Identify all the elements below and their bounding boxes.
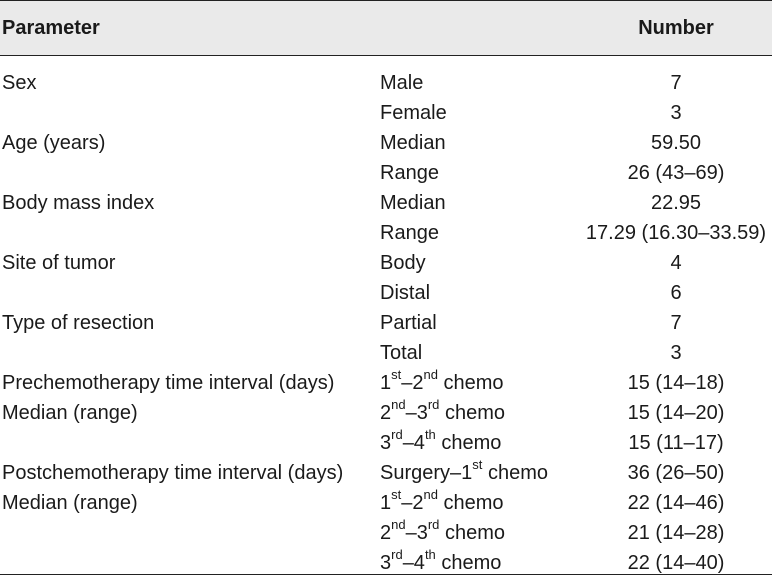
number-cell: 22 (14–46)	[627, 492, 725, 514]
ordinal-suffix: nd	[423, 487, 438, 503]
ordinal-suffix: th	[424, 427, 436, 443]
ordinal-suffix: st	[472, 457, 483, 473]
subcategory-cell: Partial	[380, 312, 437, 334]
subcategory-text: chemo	[435, 552, 502, 574]
number-cell: 3	[670, 102, 682, 124]
table-row	[0, 428, 772, 458]
subcategory-cell: Median	[380, 192, 446, 214]
number-cell: 15 (14–18)	[627, 372, 725, 394]
subcategory-cell	[380, 368, 504, 398]
subcategory-text: chemo	[437, 492, 504, 514]
table-row	[0, 488, 772, 518]
table-row	[0, 218, 772, 248]
subcategory-text: chemo	[437, 372, 504, 394]
subcategory-text: 3	[380, 432, 392, 454]
number-cell: 3	[670, 342, 682, 364]
subcategory-text: chemo	[439, 522, 505, 544]
subcategory-text: –3	[405, 522, 428, 544]
parameter-cell: Postchemotherapy time interval (days)	[2, 462, 344, 484]
subcategory-cell	[380, 488, 504, 518]
table-row	[0, 368, 772, 398]
number-cell: 22.95	[650, 192, 702, 214]
table-row	[0, 248, 772, 278]
ordinal-suffix: rd	[391, 547, 403, 563]
ordinal-suffix: nd	[391, 517, 406, 533]
subcategory-cell	[380, 458, 548, 488]
ordinal-suffix: rd	[427, 517, 440, 533]
number-cell: 36 (26–50)	[627, 462, 725, 484]
number-cell: 7	[670, 72, 682, 94]
table-row	[0, 458, 772, 488]
ordinal-suffix: nd	[423, 367, 438, 383]
subcategory-cell: Body	[380, 252, 426, 274]
subcategory-cell	[380, 518, 505, 548]
header-parameter: Parameter	[2, 17, 100, 39]
subcategory-text: chemo	[439, 402, 505, 424]
number-cell: 15 (14–20)	[627, 402, 725, 424]
subcategory-text: –2	[401, 372, 424, 394]
subcategory-text: 2	[380, 522, 392, 544]
table-row	[0, 398, 772, 428]
subcategory-cell	[380, 398, 505, 428]
subcategory-text: Surgery–1	[380, 462, 473, 484]
subcategory-cell: Range	[380, 162, 439, 184]
subcategory-text: chemo	[435, 432, 502, 454]
subcategory-text: 3	[380, 552, 392, 574]
subcategory-text: –4	[402, 552, 425, 574]
ordinal-suffix: st	[391, 487, 402, 503]
parameter-cell: Type of resection	[2, 312, 155, 334]
ordinal-suffix: st	[391, 367, 402, 383]
subcategory-text: chemo	[482, 462, 548, 484]
table-row	[0, 518, 772, 548]
table-row	[0, 158, 772, 188]
subcategory-text: 1	[380, 492, 392, 514]
subcategory-cell	[380, 428, 501, 458]
header-number: Number	[638, 17, 714, 39]
subcategory-text: 1	[380, 372, 392, 394]
number-cell: 22 (14–40)	[627, 552, 725, 574]
subcategory-cell: Range	[380, 222, 439, 244]
number-cell: 6	[670, 282, 682, 304]
subcategory-text: –4	[402, 432, 425, 454]
table-header	[0, 0, 772, 56]
table-row	[0, 68, 772, 98]
subcategory-cell: Male	[380, 72, 424, 94]
ordinal-suffix: nd	[391, 397, 406, 413]
number-cell: 17.29 (16.30–33.59)	[585, 222, 767, 244]
ordinal-suffix: rd	[427, 397, 440, 413]
table-row	[0, 98, 772, 128]
subcategory-cell: Distal	[380, 282, 431, 304]
table-row	[0, 128, 772, 158]
number-cell: 59.50	[650, 132, 702, 154]
subcategory-text: 2	[380, 402, 392, 424]
number-cell: 26 (43–69)	[627, 162, 725, 184]
bottom-rule	[0, 574, 772, 575]
table-row	[0, 338, 772, 368]
number-cell: 4	[670, 252, 682, 274]
subcategory-cell: Median	[380, 132, 446, 154]
subcategory-cell: Female	[380, 102, 447, 124]
number-cell: 15 (11–17)	[628, 432, 724, 454]
parameter-cell: Sex	[2, 72, 37, 94]
ordinal-suffix: th	[424, 547, 436, 563]
table-row	[0, 188, 772, 218]
subcategory-text: –2	[401, 492, 424, 514]
parameter-cell: Site of tumor	[2, 252, 116, 274]
subcategory-cell: Total	[380, 342, 423, 364]
table-row	[0, 308, 772, 338]
parameter-cell: Age (years)	[2, 132, 106, 154]
parameter-cell: Median (range)	[2, 402, 138, 424]
number-cell: 7	[670, 312, 682, 334]
number-cell: 21 (14–28)	[627, 522, 725, 544]
parameter-cell: Prechemotherapy time interval (days)	[2, 372, 335, 394]
ordinal-suffix: rd	[391, 427, 403, 443]
table-row	[0, 278, 772, 308]
subcategory-text: –3	[405, 402, 428, 424]
parameter-cell: Median (range)	[2, 492, 138, 514]
parameter-cell: Body mass index	[2, 192, 155, 214]
